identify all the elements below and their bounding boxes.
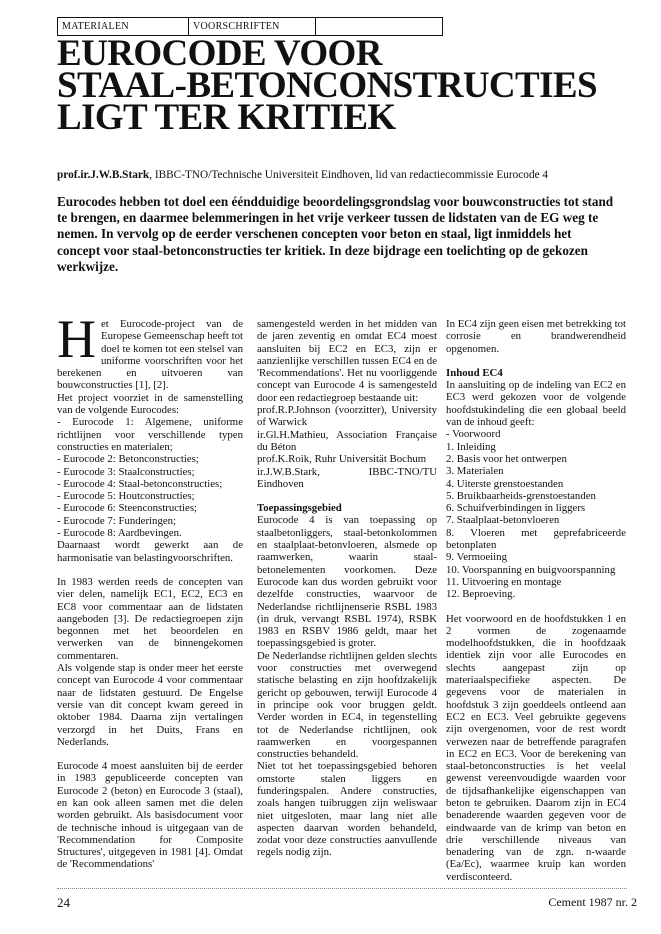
title-line-1: EUROCODE VOOR: [57, 33, 382, 74]
drop-cap: H: [57, 309, 96, 369]
col1-paragraph-3: Eurocode 4 moest aansluiten bij de eerder in 1983 gepubliceerde concepten van Eurocode 2 (beton) en Eurocode 3 (staal), en kan ook alleen samen met die delen worden gebruikt. Als basisdocument voor de technische inhoud is uitgegaan van de 'Recommendation for Composite Structures', uitgegeven in 1981 [4]. Omdat de 'Recommendations': [57, 760, 243, 871]
author-line: [57, 169, 617, 181]
journal-issue: Cement 1987 nr. 2: [548, 895, 637, 909]
text-column-3: [446, 318, 626, 883]
intro-paragraph: [57, 309, 243, 564]
page-number: 24: [57, 895, 70, 910]
tab-regulations: VOORSCHRIFTEN: [189, 18, 316, 35]
subheading-contents: Inhoud EC4: [446, 366, 503, 379]
article-title: [57, 33, 617, 138]
col1-paragraph-2: In 1983 werden reeds de concepten van vier delen, namelijk EC1, EC2, EC3 en EC8 voor commentaar aan de lidstaten aangeboden [3]. De redactiegroepen zijn begonnen met het beoordelen en verwerken van de binnengekomen commentaren. Als volgende stap is onder meer het eerste concept van Eurocode 4 voor commentaar naar de lidstaten gestuurd. De Engelse versie van dit concept kwam gereed in oktober 1984. Daarna zijn vertalingen verzorgd in het Duits, Frans en Nederlands.: [57, 575, 243, 748]
text-column-1: [57, 309, 243, 871]
title-line-3: LIGT TER KRITIEK: [57, 97, 396, 138]
text-column-2: [257, 318, 437, 859]
author-name: prof.ir.J.W.B.Stark: [57, 169, 150, 181]
col2-paragraph-2: Eurocode 4 is van toepassing op staalbetonliggers, staal-betonkolommen en staalplaat-betonvloeren, alsmede op raamwerken, waarin staal-betonelementen voorkomen. Deze Eurocode kan dus worden gebruikt voor dezelfde constructies, waarvoor de Nederlandse richtlijnenserie RSBL 1983 (in druk, vervangt RSBL 1974), RSBK 1983 en RSBV 1986 geldt, maar het toepassingsgebied is groter. De Nederlandse richtlijnen gelden slechts voor constructies met overwegend statische belasting en zijn hoofdzakelijk gericht op gebouwen, terwijl Eurocode 4 in principe ook voor bruggen geldt. Verder worden in EC4, in tegenstelling tot de Nederlandse richtlijnen, ook raamwerken en voorgespannen constructies behandeld. Niet tot het toepassingsgebied behoren omstorte stalen liggers en funderingspalen. Andere constructies, zoals hangen tuibruggen zijn weliswaar niet uitgesloten, maar lang niet alle aspecten daarvan worden behandeld, zodat voor deze constructies aanvullende regels nodig zijn.: [257, 514, 437, 859]
col3-paragraph-3: Het voorwoord en de hoofdstukken 1 en 2 vormen de zogenaamde modelhoofdstukken, die in hoofdzaak identiek zijn voor alle Eurocodes en slechts aangepast zijn op materiaalspecifieke aspecten. De gegevens voor de materialen in hoofdstuk 3 zijn goeddeels ontleend aan EC2 en EC3. Veel gebruikte gegevens zijn overgenomen, voor de rest wordt verwezen naar de betreffende paragrafen in EC2 en EC3. Voor de berekening van staal-betonconstructies is het veelal gewenst vereenvoudigde waarden voor de tijdsafhankelijke eigenschappen van beton te gebruiken. Daarom zijn in EC4 benaderende waarden gegeven voor de eindwaarde van de krimp van beton en drie verschillende niveaus van benadering van de zgn. n-waarde (Ea/Ec), waarmee kruip kan worden verdisconteerd.: [446, 612, 626, 883]
col2-paragraph-1: samengesteld werden in het midden van de jaren zeventig en omdat EC4 moest aansluiten bij EC2 en EC3, zijn er aanzienlijke verschillen tussen EC4 en de 'Recommendations'. Het nu voorliggende concept van Eurocode 4 is samengesteld door een redactiegroep bestaande uit: prof.R.P.Johnson (voorzitter), University of Warwick ir.Gl.H.Mathieu, Association Française du Béton prof.K.Roik, Ruhr Universität Bochum ir.J.W.B.Stark, IBBC-TNO/TU Eindhoven: [257, 318, 437, 490]
col3-paragraph-1: In EC4 zijn geen eisen met betrekking tot corrosie en brandwerendheid opgenomen.: [446, 318, 626, 355]
lead-paragraph: Eurocodes hebben tot doel een ééndduidige beoordelingsgrondslag voor bouwconstructies tot stand te brengen, en daarmee belemmeringen in het vrije verkeer tussen de lidstaten van de EG weg te nemen. In vervolg op de eerder verschenen concepten voor beton en staal, ligt inmiddels het concept voor staal-betonconstructies ter kritiek. In deze bijdrage een toelichting op de gekozen werkwijze.: [57, 194, 614, 274]
author-affiliation: , IBBC-TNO/Technische Universiteit Eindhoven, lid van redactiecommissie Eurocode 4: [149, 169, 549, 181]
title-line-2: STAAL-BETONCONSTRUCTIES: [57, 65, 597, 106]
footer-divider: [57, 888, 627, 890]
tab-materials: MATERIALEN: [58, 18, 189, 35]
col3-paragraph-2: In aansluiting op de indeling van EC2 en EC3 werd gekozen voor de volgende hoofdstukindeling die een globaal beeld van de inhoud geeft: - Voorwoord 1. Inleiding 2. Basis voor het ontwerpen 3. Materialen 4. Uiterste grenstoestanden 5. Bruikbaarheids-grenstoestanden 6. Schuifverbindingen in liggers 7. Staalplaat-betonvloeren 8. Vloeren met geprefabriceerde betonplaten 9. Vermoeiing 10. Voorspanning en buigvoorspanning 11. Uitvoering en montage 12. Beproeving.: [446, 379, 626, 601]
subheading-scope: Toepassingsgebied: [257, 502, 342, 515]
col1-paragraph-1: et Eurocode-project van de Europese Gemeenschap heeft tot doel te komen tot een stelsel van uniforme voorschriften voor het berekenen en uitvoeren van bouwconstructies [1], [2]. Het project voorziet in de samenstelling van de volgende Eurocodes: - Eurocode 1: Algemene, uniforme richtlijnen voor verschillende typen constructies en materialen; - Eurocode 2: Betonconstructies; - Eurocode 3: Staalconstructies; - Eurocode 4: Staal-betonconstructies; - Eurocode 5: Houtconstructies; - Eurocode 6: Steenconstructies; - Eurocode 7: Funderingen; - Eurocode 8: Aardbevingen. Daarnaast wordt gewerkt aan de harmonisatie van belastingvoorschriften.: [57, 318, 243, 564]
